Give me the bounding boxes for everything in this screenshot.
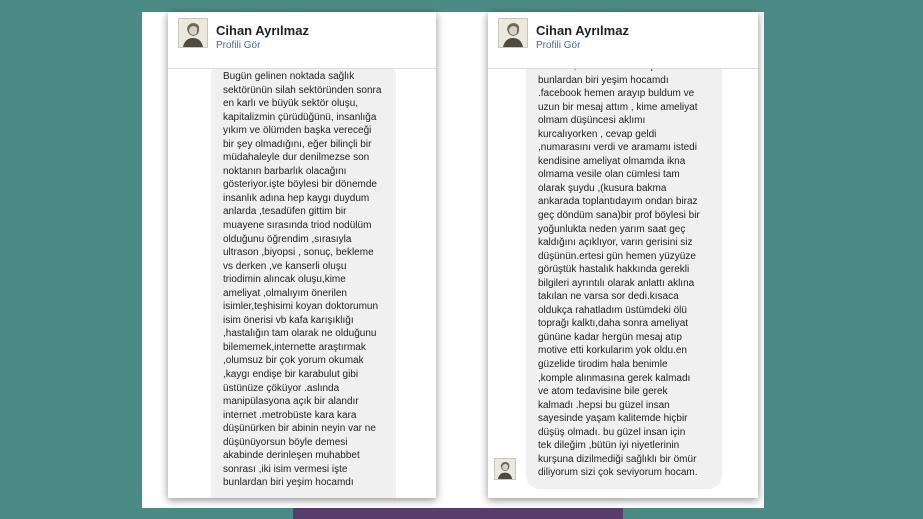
message-line: anlarda ,tesadüfen gittim bir bbox=[223, 206, 347, 218]
message-bubble bbox=[526, 52, 722, 489]
message-line: olduğunu öğrendim ,sırasıyla bbox=[223, 233, 352, 245]
message-line: sonrası ,iki isim vermesi işte bbox=[223, 463, 348, 475]
message-line: bilgileri ayrıntılı olarak anlattı aklına bbox=[538, 277, 695, 289]
message-line: isim önerisi vb kafa karışıklığı bbox=[223, 314, 354, 326]
message-line: kendisine ameliyat olmamda ikna bbox=[538, 155, 686, 167]
message-line: müdahaleyle dur denilmezse son bbox=[223, 152, 370, 164]
message-line: bir şey olmadığını, eğer bilinçli bir bbox=[223, 138, 372, 150]
message-line: güzelide tirodim hala benimle bbox=[538, 359, 668, 371]
contact-name[interactable]: Cihan Ayrılmaz bbox=[216, 23, 309, 38]
message-line: motive etti korkularım yok oldu.en bbox=[538, 345, 687, 357]
message-line: görüştük hastalık hakkında gerekli bbox=[538, 264, 690, 276]
message-line: vs derken ,ve kanserli oluşu bbox=[223, 260, 347, 272]
message-line: takılan ne varsa sor dedi.kısaca bbox=[538, 291, 679, 303]
message-line: ultrason ,biyopsi , sonuç, bekleme bbox=[223, 247, 374, 259]
view-profile-link[interactable]: Profili Gör bbox=[216, 40, 261, 51]
message-line: ,olumsuz bir çok yorum okumak bbox=[223, 355, 364, 367]
message-line: üstünüze çöküyor .aslında bbox=[223, 382, 340, 394]
message-bubble bbox=[211, 62, 396, 498]
message-line: kaldığını açıklıyor, varın gerisini siz bbox=[538, 237, 693, 249]
message-line: internet .metrobüste kara kara bbox=[223, 409, 357, 421]
chat-screenshot-right bbox=[488, 12, 758, 498]
message-line: toprağı kalktı,daha sonra ameliyat bbox=[538, 318, 689, 330]
message-line: isimler,teşhisimi koyan doktorumun bbox=[223, 301, 379, 313]
message-line: yoğunlukta neden yarım saat geç bbox=[538, 223, 686, 235]
chat-screenshot-left bbox=[168, 12, 436, 498]
message-line: sayesinde yaşam kalitemde hiçbir bbox=[538, 413, 688, 425]
message-line: ,hastalığın tam olarak ne olduğunu bbox=[223, 328, 377, 340]
message-line: Bugün gelinen noktada sağlık bbox=[223, 71, 355, 82]
message-line: olmama vesile olan cümlesi tam bbox=[538, 169, 680, 181]
message-line: bunlardan biri yeşim hocamdı bbox=[223, 477, 354, 489]
message-line: yıkım ve ölümden başka vereceği bbox=[223, 125, 372, 137]
message-line: ameliyat ,olmalıyım önerilen bbox=[223, 287, 347, 299]
message-line: bunlardan biri yeşim hocamdı bbox=[538, 74, 669, 86]
message-line: diliyorum sizi çok seviyorum hocam. bbox=[538, 467, 698, 479]
message-line: sektörünün silah sektöründen sonra bbox=[223, 84, 382, 96]
contact-name[interactable]: Cihan Ayrılmaz bbox=[536, 23, 629, 38]
chat-header bbox=[168, 12, 436, 69]
message-line: ,numarasını verdi ve aramamı istedi bbox=[538, 142, 697, 154]
message-line: olarak şuydu ,(kusura bakma bbox=[538, 182, 667, 194]
message-line: .facebook hemen arayıp buldum ve bbox=[538, 88, 695, 100]
message-line: kapitalizmin çürüdüğünü, insanlığa bbox=[223, 111, 377, 123]
message-line: olmam düşüncesi aklımı bbox=[538, 115, 646, 127]
avatar[interactable] bbox=[498, 18, 528, 48]
message-line: oldukça rahatladım üstümdeki ölü bbox=[538, 304, 687, 316]
message-line: ankarada toplantıdayım ondan biraz bbox=[538, 196, 698, 208]
message-line: akabinde derinleşen muhabbet bbox=[223, 450, 360, 462]
message-line: bilememek,internette araştırmak bbox=[223, 341, 366, 353]
message-line: uzun bir mesaj attım , kime ameliyat bbox=[538, 101, 698, 113]
person-icon bbox=[179, 19, 207, 47]
message-line: düşüş olmadı. bu güzel insan için bbox=[538, 426, 686, 438]
message-line: en karlı ve büyük sektör oluşu, bbox=[223, 98, 359, 110]
message-line: noktanın barbarlık olacağını bbox=[223, 165, 347, 177]
message-line: kalmadı .hepsi bu güzel insan bbox=[538, 399, 670, 411]
person-icon bbox=[499, 19, 527, 47]
bottom-bar bbox=[293, 508, 623, 519]
chat-header bbox=[488, 12, 758, 69]
message-line: gösteriyor.işte böylesi bir dönemde bbox=[223, 179, 377, 191]
sender-avatar[interactable] bbox=[494, 458, 516, 480]
avatar[interactable] bbox=[178, 18, 208, 48]
message-line: geç döndüm sana)bir prof böylesi bir bbox=[538, 210, 700, 222]
message-line: düşünüyorsun böyle demesi bbox=[223, 436, 348, 448]
message-line: kurcalıyorken , cevap geldi bbox=[538, 128, 657, 140]
message-line: insanlık adına hep kaygı duydum bbox=[223, 192, 370, 204]
message-line: ve atom tedavisine bile gerek bbox=[538, 386, 668, 398]
message-line: manipülasyona açık bir alandır bbox=[223, 396, 359, 408]
message-line: düşünürken bir abinin neyin var ne bbox=[223, 423, 376, 435]
message-line: kurşuna dizilmediği sağlıklı bir ömür bbox=[538, 453, 697, 465]
message-line: ,komple alınmasına gerek kalmadı bbox=[538, 372, 691, 384]
view-profile-link[interactable]: Profili Gör bbox=[536, 40, 581, 51]
message-line: ,kaygı endişe bir karabulut gibi bbox=[223, 369, 359, 381]
message-line: muayene sırasında triod nodülüm bbox=[223, 220, 372, 232]
message-line: triodimin alıncak oluşu,kime bbox=[223, 274, 346, 286]
message-line: tek dileğim ,bütün iyi niyetlerinin bbox=[538, 440, 680, 452]
message-line: gününe kadar hergün mesaj atıp bbox=[538, 331, 682, 343]
person-icon bbox=[495, 459, 515, 479]
message-line: düşünün.ertesi gün hemen yüzyüze bbox=[538, 250, 696, 262]
